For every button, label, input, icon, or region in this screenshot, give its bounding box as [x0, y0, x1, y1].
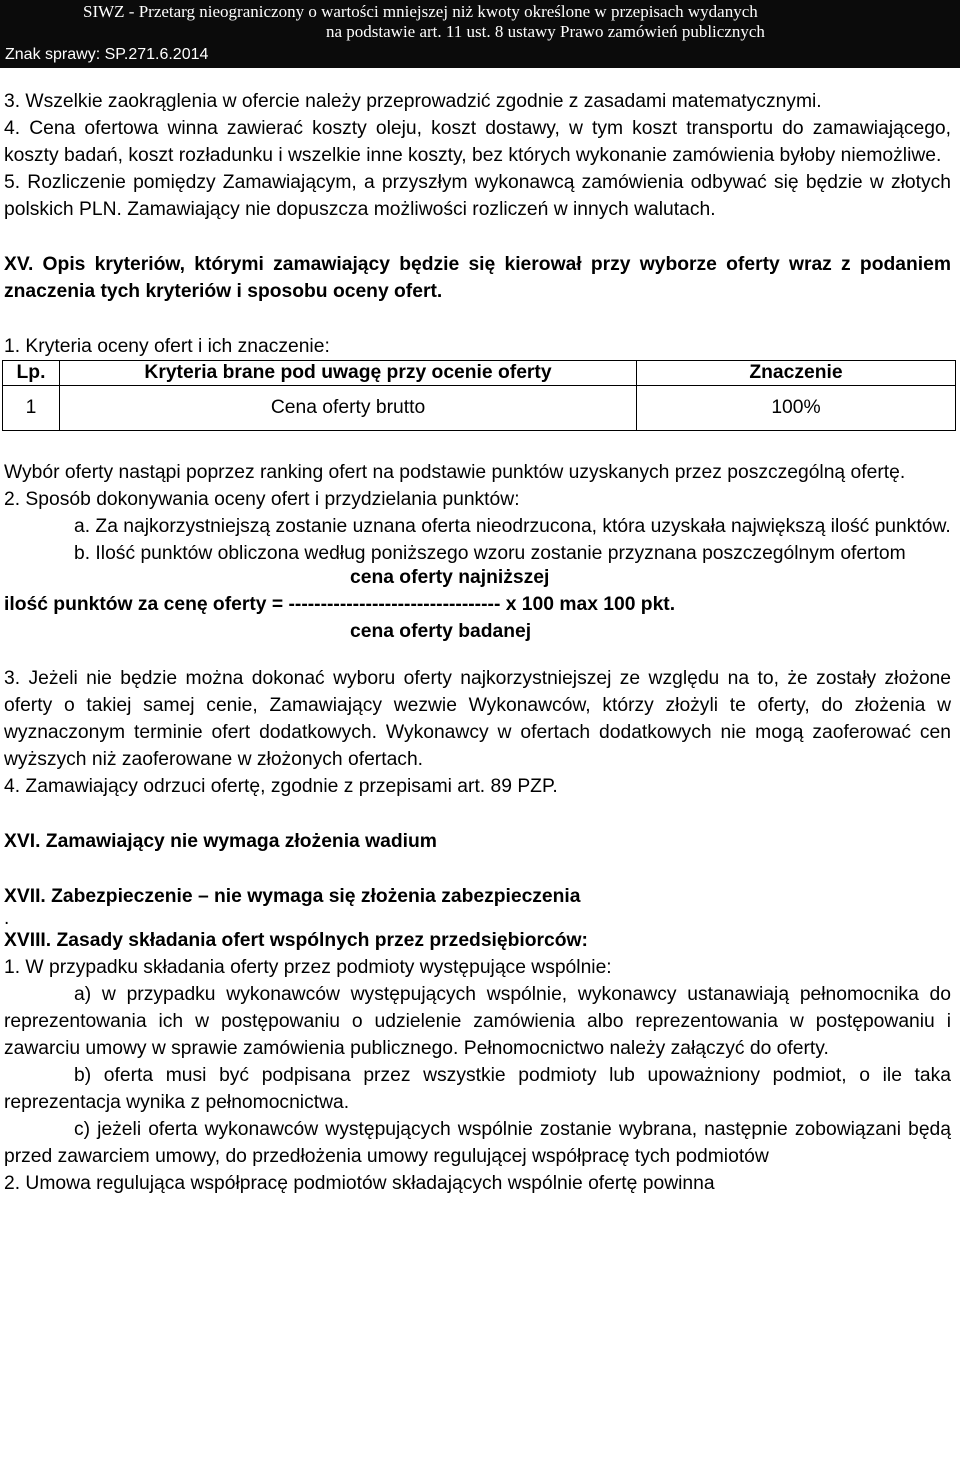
- paragraph-ranking: Wybór oferty nastąpi poprzez ranking ofert na podstawie punktów uzyskanych przez poszczególną ofertę.: [4, 462, 906, 483]
- document-body: [4, 88, 951, 1197]
- cell-criteria: Cena oferty brutto: [60, 386, 637, 431]
- header-title-line2: na podstawie art. 11 ust. 8 ustawy Prawo zamówień publicznych: [326, 22, 765, 41]
- criteria-intro: 1. Kryteria oceny ofert i ich znaczenie:: [4, 336, 330, 357]
- criteria-table: [2, 360, 956, 431]
- table-row: [3, 386, 956, 431]
- col-header-lp: Lp.: [3, 361, 60, 386]
- formula-numerator: cena oferty najniższej: [350, 567, 550, 588]
- joint-offer-a: a) w przypadku wykonawców występujących wspólnie, wykonawcy ustanawiają pełnomocnika do reprezentowania ich w postępowaniu o udzielenie zamówienia albo reprezentowania w postępowaniu i zawarciu umowy w sprawie zamówienia publicznego. Pełnomocnictwo należy załączyć do oferty.: [4, 984, 951, 1059]
- section-xvi-heading: XVI. Zamawiający nie wymaga złożenia wadium: [4, 831, 437, 852]
- paragraph-settlement: 5. Rozliczenie pomiędzy Zamawiającym, a przyszłym wykonawcą zamówienia odbywać się będzie w złotych polskich PLN. Zamawiający nie dopuszcza możliwości rozliczeń w innych walutach.: [4, 172, 951, 220]
- case-number: Znak sprawy: SP.271.6.2014: [5, 46, 209, 63]
- cell-weight: 100%: [637, 386, 956, 431]
- col-header-criteria: Kryteria brane pod uwagę przy ocenie oferty: [60, 361, 637, 386]
- scoring-formula: [4, 567, 951, 651]
- col-header-weight: Znaczenie: [637, 361, 956, 386]
- paragraph-price-contents: 4. Cena ofertowa winna zawierać koszty oleju, koszt dostawy, w tym koszt transportu do zamawiającego, koszty badań, koszt rozładunku i wszelkie inne koszty, bez których wykonanie zamówienia byłoby niemożliwe.: [4, 118, 951, 166]
- criteria-table-header: [3, 361, 956, 386]
- joint-offer-c: c) jeżeli oferta wykonawców występujących wspólnie zostanie wybrana, następnie zobowiązani będą przed zawarciem umowy, do przedłożenia umowy regulującej współpracę tych podmiotów: [4, 1119, 951, 1167]
- joint-offer-b: b) oferta musi być podpisana przez wszystkie podmioty lub upoważniony podmiot, o ile taka reprezentacja wynika z pełnomocnictwa.: [4, 1065, 951, 1113]
- scoring-item-b: b. Ilość punktów obliczona według poniższego wzoru zostanie przyznana poszczególnym ofertom: [74, 543, 906, 564]
- paragraph-rounding: 3. Wszelkie zaokrąglenia w ofercie należy przeprowadzić zgodnie z zasadami matematycznymi.: [4, 91, 822, 112]
- paragraph-agreement: 2. Umowa regulująca współpracę podmiotów składających wspólnie ofertę powinna: [4, 1173, 715, 1194]
- formula-label: ilość punktów za cenę oferty = --------------------------------- x 100 max 100 pkt.: [4, 594, 676, 615]
- header-title-line1: SIWZ - Przetarg nieograniczony o wartości mniejszej niż kwoty określone w przepisach wydanych: [83, 2, 758, 21]
- scoring-item-a: a. Za najkorzystniejszą zostanie uznana oferta nieodrzucona, która uzyskała największą ilość punktów.: [74, 516, 951, 537]
- section-xvii-heading: XVII. Zabezpieczenie – nie wymaga się złożenia zabezpieczenia: [4, 886, 581, 907]
- joint-offer-intro: 1. W przypadku składania oferty przez podmioty występujące wspólnie:: [4, 957, 612, 978]
- section-xv-heading: XV. Opis kryteriów, którymi zamawiający będzie się kierował przy wyborze oferty wraz z podaniem znaczenia tych kryteriów i sposobu oceny ofert.: [4, 254, 951, 302]
- section-xviii-heading: XVIII. Zasady składania ofert wspólnych przez przedsiębiorców:: [4, 930, 588, 951]
- paragraph-rejection: 4. Zamawiający odrzuci ofertę, zgodnie z przepisami art. 89 PZP.: [4, 776, 558, 797]
- paragraph-tie-break: 3. Jeżeli nie będzie można dokonać wyboru oferty najkorzystniejszej ze względu na to, że zostały złożone oferty o takiej samej cenie, Zamawiający wezwie Wykonawców, którzy złożyli te oferty, do złożenia w wyznaczonym terminie ofert dodatkowych. Wykonawcy w ofertach dodatkowych nie mogą zaoferować cen wyższych niż zaoferowane w złożonych ofertach.: [4, 668, 951, 770]
- scoring-heading: 2. Sposób dokonywania oceny ofert i przydzielania punktów:: [4, 489, 520, 510]
- formula-denominator: cena oferty badanej: [350, 621, 532, 642]
- stray-dot: .: [4, 908, 10, 929]
- cell-lp: 1: [3, 386, 60, 431]
- document-header: [0, 0, 960, 68]
